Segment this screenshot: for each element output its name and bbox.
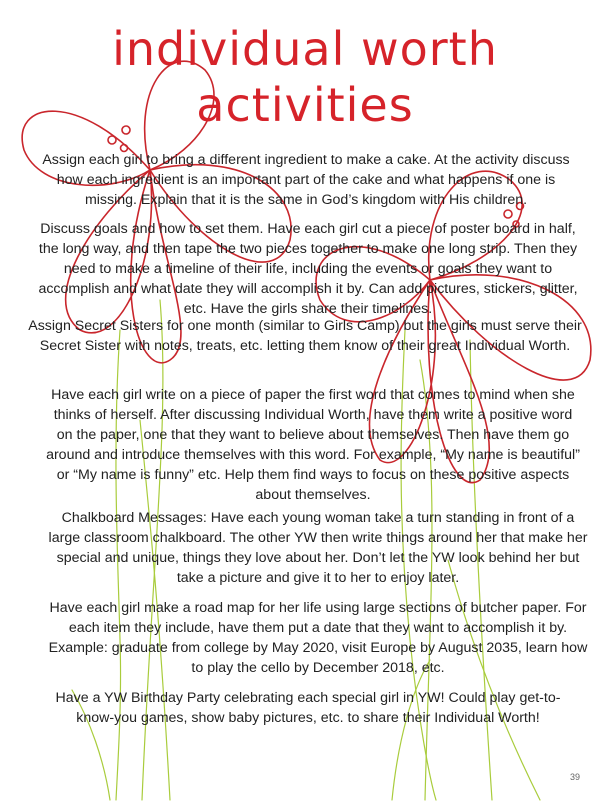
activity-paragraph: Assign Secret Sisters for one month (similar to Girls Camp) but the girls must serve their Secret Sister with notes, treats, etc. letting them know of their great Individual Worth. xyxy=(28,318,582,354)
flower-center-dot xyxy=(504,210,512,218)
activity-paragraph: Discuss goals and how to set them. Have each girl cut a piece of poster board in half, the long way, and then tape the two pieces together to make one long strip. Then they need to make a timeline of their life, including the events or goals they want to accomplish and what date they will accomplish it by. Can add pictures, stickers, glitter, etc. Have the girls share their timelines. xyxy=(38,221,578,317)
activity-paragraph: Have each girl write on a piece of paper the first word that comes to mind when she thinks of herself. After discussing Individual Worth, have them write a positive word on the paper, one that they want to believe about themselves. Then have them go around and introduce themselves with this word. For example, “My name is beautiful” or “My name is funny” etc. Help them find ways to focus on these positive aspects about themselves. xyxy=(46,387,580,503)
activity-paragraph: Assign each girl to bring a different ingredient to make a cake. At the activity discuss how each ingredient is an important part of the cake and what happens if one is missing. Explain that it is the same in God’s kingdom with His children. xyxy=(42,152,570,208)
activity-paragraph: Have each girl make a road map for her life using large sections of butcher paper. For each item they include, have them put a date that they want to accomplish it by. Example: graduate from college by May 2020, visit Europe by August 2035, learn how to play the cello by December 2018, etc. xyxy=(48,600,588,676)
page-title-line-1: individual worth xyxy=(112,22,498,76)
page-title-line-2: activities xyxy=(196,78,414,132)
page-number: 39 xyxy=(569,772,580,782)
flower-center-dot xyxy=(108,136,116,144)
activity-paragraph: Chalkboard Messages: Have each young woman take a turn standing in front of a large classroom chalkboard. The other YW then write things around her that make her special and unique, things they love about her. Don’t let the YW look behind her but take a picture and give it to her to enjoy later. xyxy=(48,510,588,586)
activity-paragraph: Have a YW Birthday Party celebrating each special girl in YW! Could play get-to-know-you games, show baby pictures, etc. to share their Individual Worth! xyxy=(55,690,561,726)
flower-stem xyxy=(448,560,540,800)
flower-stem xyxy=(392,660,430,800)
